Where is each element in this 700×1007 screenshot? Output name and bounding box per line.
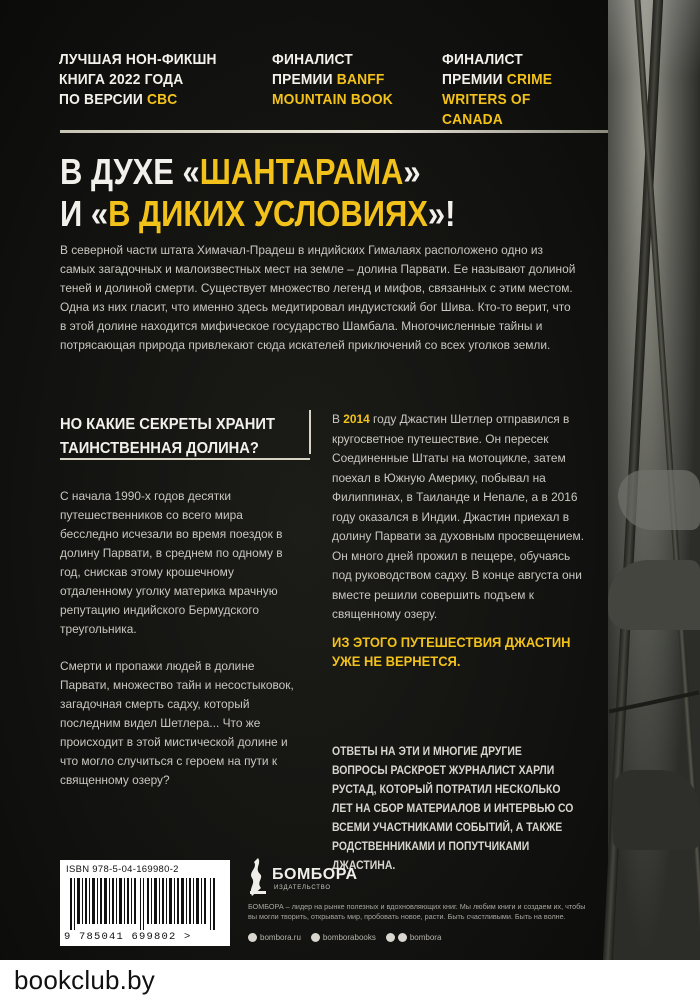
award-highlight: MOUNTAIN BOOK <box>272 91 393 108</box>
rock <box>608 560 700 630</box>
right-text: году Джастин Шетлер отправился в кругосветное путешествие. Он пересек Соединенные Штаты на мотоцикле, затем поехал в Южную Америку, побывал на Филиппинах, в Таиланде и Непале, а в 2016 году оказался в Индии. Джастин приехал в долину Парвати за духовным просвещением. Он много дней прожил в пещере, обучаясь под руководством садху. В конце августа они вместе решили совершить подъем к священному озеру. <box>332 412 585 621</box>
headline-text: В ДУХЕ « <box>60 151 200 192</box>
right-paragraph <box>332 410 593 625</box>
headline <box>60 151 524 235</box>
telegram-icon <box>386 933 395 942</box>
right-column <box>332 410 593 671</box>
social-label: bombora.ru <box>260 933 301 942</box>
publisher-logo <box>248 858 408 898</box>
headline-text: » <box>403 151 421 192</box>
divider-line <box>60 130 608 133</box>
award-highlight: CBC <box>147 91 178 108</box>
award-line <box>442 70 595 90</box>
headline-highlight: ШАНТАРАМА <box>199 151 404 192</box>
social-item-messengers[interactable] <box>386 933 442 942</box>
answers-paragraph: ОТВЕТЫ НА ЭТИ И МНОГИЕ ДРУГИЕ ВОПРОСЫ РАСКРОЕТ ЖУРНАЛИСТ ХАРЛИ РУСТАД, КОТОРЫЙ ПОТРАТИЛ НЕСКОЛЬКО ЛЕТ НА СБОР МАТЕРИАЛОВ И ИНТЕРВЬЮ СО ВСЕМИ УЧАСТНИКАМИ СОБЫТИЙ, А ТАКЖЕ РОДСТВЕННИКАМИ И ПОПУТЧИКАМИ ДЖАСТИНА. <box>332 745 574 872</box>
social-label: bomborabooks <box>322 933 376 942</box>
social-links <box>248 933 441 942</box>
question-frame-vertical <box>309 410 311 454</box>
headline-line-1 <box>60 151 524 193</box>
award-line: КНИГА 2022 ГОДА <box>59 71 184 88</box>
award-text: ПО ВЕРСИИ <box>59 91 148 108</box>
left-paragraph-1: С начала 1990-х годов десятки путешественников со всего мира бесследно исчезали во время поездок в долину Парвати, в среднем по одному в год, снискав этому крошечному отдаленному уголку материка мрачную репутацию индийского Бермудского треугольника. <box>60 489 283 636</box>
publisher-name: БОМБОРА <box>272 866 358 883</box>
barcode-label <box>60 860 230 946</box>
rock <box>618 470 700 530</box>
social-item-site[interactable] <box>248 933 301 942</box>
barcode-icon <box>70 878 220 930</box>
globe-icon <box>248 933 257 942</box>
award-banff <box>272 50 393 110</box>
award-line: ФИНАЛИСТ <box>442 51 523 68</box>
forest-photo-strip <box>608 0 700 960</box>
social-label: bombora <box>409 933 442 942</box>
question-frame-horizontal <box>60 458 310 460</box>
publisher-flame-icon <box>248 858 268 896</box>
headline-text: »! <box>427 193 456 234</box>
award-cbc <box>59 50 217 110</box>
intro-paragraph: В северной части штата Химачал-Прадеш в индийских Гималаях расположено одно из самых загадочных и малоизвестных мест на земле – долина Парвати. Ее называют долиной теней и долиной смерти. Существует множество легенд и мифов, связанных с этим местом. Одна из них гласит, что именно здесь медитировал индуистский бог Шива. Кто-то верит, что в этой долине находится мифическое государство Шамбала. Многочисленные тайны и потрясающая природа привлекают сюда искателей приключений со всех уголков земли. <box>60 243 576 352</box>
right-text: В <box>332 412 344 426</box>
award-line <box>272 70 393 90</box>
headline-line-2 <box>60 193 524 235</box>
left-paragraph-2: Смерти и пропажи людей в долине Парвати, множество тайн и несостыковок, загадочная смерть садху, который последним видел Шетлера... Что же происходит в этой мистической долине и что могло случиться с героем на пути к священному озеру? <box>60 659 294 787</box>
question-heading: НО КАКИЕ СЕКРЕТЫ ХРАНИТ ТАИНСТВЕННАЯ ДОЛИНА? <box>60 416 275 457</box>
award-line <box>59 90 217 110</box>
ean-text: 9 785041 699802 > <box>64 931 192 943</box>
award-text: ПРЕМИИ <box>272 71 337 88</box>
award-text: ПРЕМИИ <box>442 71 507 88</box>
rock <box>613 770 700 850</box>
messenger-icon <box>398 933 407 942</box>
award-line: ЛУЧШАЯ НОН-ФИКШН <box>59 51 217 68</box>
headline-text: И « <box>60 193 109 234</box>
site-watermark: bookclub.by <box>14 965 155 995</box>
award-highlight: WRITERS OF CANADA <box>442 91 531 128</box>
publisher-blurb: БОМБОРА – лидер на рынке полезных и вдохновляющих книг. Мы любим книги и создаем их, чтобы вы могли творить, открывать мир, пробовать новое, расти. Быть счастливыми. Быть на волне. <box>248 902 586 921</box>
left-column <box>60 487 295 808</box>
award-highlight: BANFF <box>336 71 385 88</box>
publisher-subtitle: ИЗДАТЕЛЬСТВО <box>274 885 331 891</box>
headline-highlight: В ДИКИХ УСЛОВИЯХ <box>108 193 428 234</box>
callout-text: ИЗ ЭТОГО ПУТЕШЕСТВИЯ ДЖАСТИН УЖЕ НЕ ВЕРНЕТСЯ. <box>332 634 571 669</box>
award-highlight: CRIME <box>506 71 553 88</box>
vk-icon <box>311 933 320 942</box>
isbn-text: ISBN 978-5-04-169980-2 <box>66 864 179 875</box>
award-crime-writers <box>442 50 595 130</box>
award-line: ФИНАЛИСТ <box>272 51 353 68</box>
year-highlight: 2014 <box>343 412 370 426</box>
social-item-vk[interactable] <box>311 933 376 942</box>
